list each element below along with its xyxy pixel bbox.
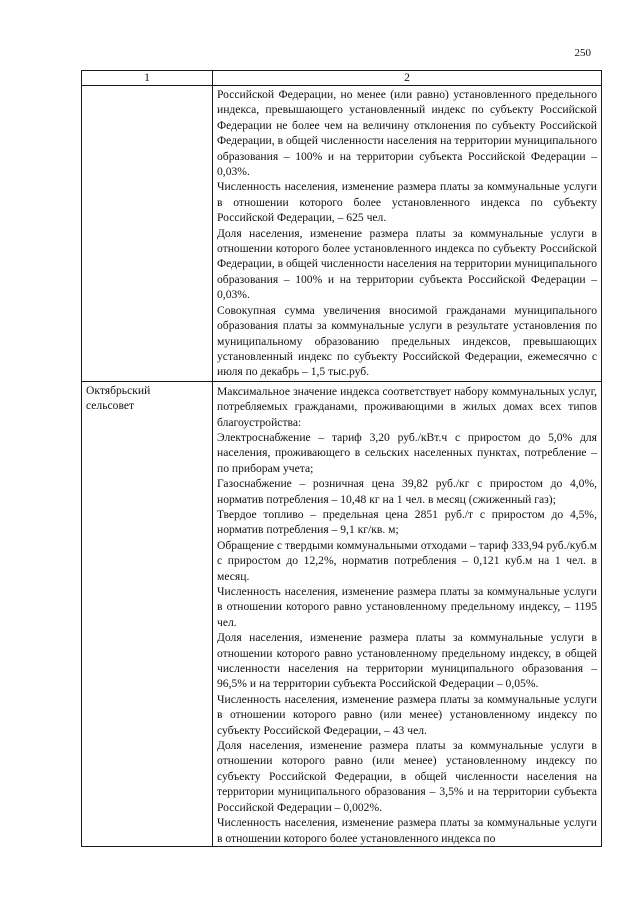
paragraph: Доля населения, изменение размера платы за коммунальные услуги в отношении которого более установленного индекса по субъекту Российской Федерации, в общей численности населения на территории муниципального образования – 100% и на территории субъекта Российской Федерации – 0,03%. bbox=[217, 226, 597, 302]
table-row bbox=[82, 86, 602, 382]
paragraph: Российской Федерации, но менее (или равно) установленного предельного индекса, превышающего установленный индекс по субъекту Российской Федерации не более чем на величину отклонения по субъекту Российской Федерации, в общей численности населения на территории муниципального образования – 100% и на территории субъекта Российской Федерации – 0,03%. bbox=[217, 88, 597, 179]
paragraph: Численность населения, изменение размера платы за коммунальные услуги в отношении которого более установленного индекса по субъекту Российской Федерации, – 625 чел. bbox=[217, 180, 597, 225]
paragraph: Численность населения, изменение размера платы за коммунальные услуги в отношении которого равно (или менее) установленному индексу по субъекту Российской Федерации, – 43 чел. bbox=[217, 692, 597, 737]
table-header-row bbox=[82, 71, 602, 86]
paragraph: Доля населения, изменение размера платы за коммунальные услуги в отношении которого равно (или менее) установленному индексу по субъекту Российской Федерации, в общей численности населения на территории муниципального образования – 3,5% и на территории субъекта Российской Федерации – 0,002%. bbox=[217, 739, 597, 814]
paragraph: Численность населения, изменение размера платы за коммунальные услуги в отношении которого равно установленному предельному индексу, – 1195 чел. bbox=[217, 585, 597, 629]
paragraph: Совокупная сумма увеличения вносимой гражданами муниципального образования платы за коммунальные услуги в результате установления по муниципальному образованию предельных индексов, превышающих установленный индекс по субъекту Российской Федерации, ежемесячно с июля по декабрь – 1,5 тыс.руб. bbox=[217, 303, 597, 379]
region-name-line1: Октябрьский bbox=[86, 383, 151, 397]
paragraph: Твердое топливо – предельная цена 2851 руб./т с приростом до 4,5%, норматив потребления – 9,1 кг/кв. м; bbox=[217, 507, 597, 537]
document-table bbox=[81, 70, 602, 847]
region-name-line2: сельсовет bbox=[86, 399, 135, 413]
paragraph: Численность населения, изменение размера платы за коммунальные услуги в отношении которого более установленного индекса по bbox=[217, 816, 597, 845]
region-cell bbox=[82, 381, 213, 846]
paragraph: Доля населения, изменение размера платы за коммунальные услуги в отношении которого равно установленному предельному индексу, в общей численности населения на территории муниципального образования – 96,5% и на территории субъекта Российской Федерации – 0,05%. bbox=[217, 631, 597, 691]
paragraph: Электроснабжение – тариф 3,20 руб./кВт.ч с приростом до 5,0% для населения, проживающего в сельских населенных пунктах, потребление – по приборам учета; bbox=[217, 430, 597, 475]
column-header-2: 2 bbox=[213, 71, 602, 86]
column-header-1: 1 bbox=[82, 71, 213, 86]
page-number: 250 bbox=[574, 47, 591, 59]
table-row bbox=[82, 381, 602, 846]
paragraph: Обращение с твердыми коммунальными отходами – тариф 333,94 руб./куб.м с приростом до 12,2%, норматив потребления – 0,121 куб.м на 1 чел. в месяц. bbox=[217, 538, 597, 583]
paragraph: Максимальное значение индекса соответствует набору коммунальных услуг, потребляемых гражданами, проживающими в жилых домах всех типов благоустройства: bbox=[217, 384, 597, 429]
paragraph: Газоснабжение – розничная цена 39,82 руб./кг с приростом до 4,0%, норматив потребления – 10,48 кг на 1 чел. в месяц (сжиженный газ); bbox=[217, 477, 597, 506]
description-cell bbox=[213, 381, 602, 846]
region-cell-empty bbox=[82, 86, 213, 382]
description-cell bbox=[213, 86, 602, 382]
